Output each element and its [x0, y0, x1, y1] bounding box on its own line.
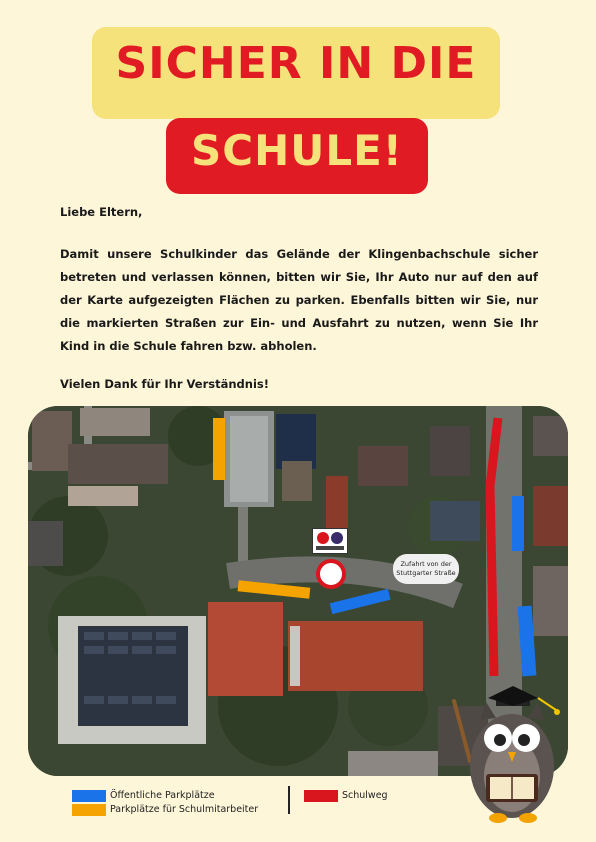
legend-label-public-parking: Öffentliche Parkplätze [110, 790, 215, 801]
no-entry-sign-icon [316, 559, 346, 589]
parking-sign [312, 528, 348, 554]
thanks-line: Vielen Dank für Ihr Verständnis! [60, 377, 270, 391]
title-line-1: SICHER IN DIE [115, 38, 477, 89]
title-line-2: SCHULE! [191, 126, 403, 175]
owl-mascot-icon [440, 676, 570, 826]
body-paragraph: Damit unsere Schulkinder das Gelände der Klingenbachschule sicher betreten und verlassen können, bitten wir Sie, Ihr Auto nur auf den auf der Karte aufgezeigten Flächen zu parken. Ebenfalls bitten wir Sie, nur die markierten Straßen zur Ein- und Ausfahrt zu nutzen, wenn Sie Ihr Kind in die Schule fahren bzw. abholen. [60, 247, 538, 353]
legend-swatch-staff-parking [72, 804, 106, 816]
legend-swatch-school-route [304, 790, 338, 802]
legend-divider [288, 786, 290, 814]
public-parking-area [512, 496, 524, 551]
staff-parking-area [213, 418, 225, 480]
greeting: Liebe Eltern, [60, 205, 143, 219]
legend-swatch-public-parking [72, 790, 106, 802]
entry-label: Zufahrt von der Stuttgarter Straße [393, 554, 459, 584]
legend-label-school-route: Schulweg [342, 790, 388, 801]
legend-label-staff-parking: Parkplätze für Schulmitarbeiter [110, 804, 259, 815]
